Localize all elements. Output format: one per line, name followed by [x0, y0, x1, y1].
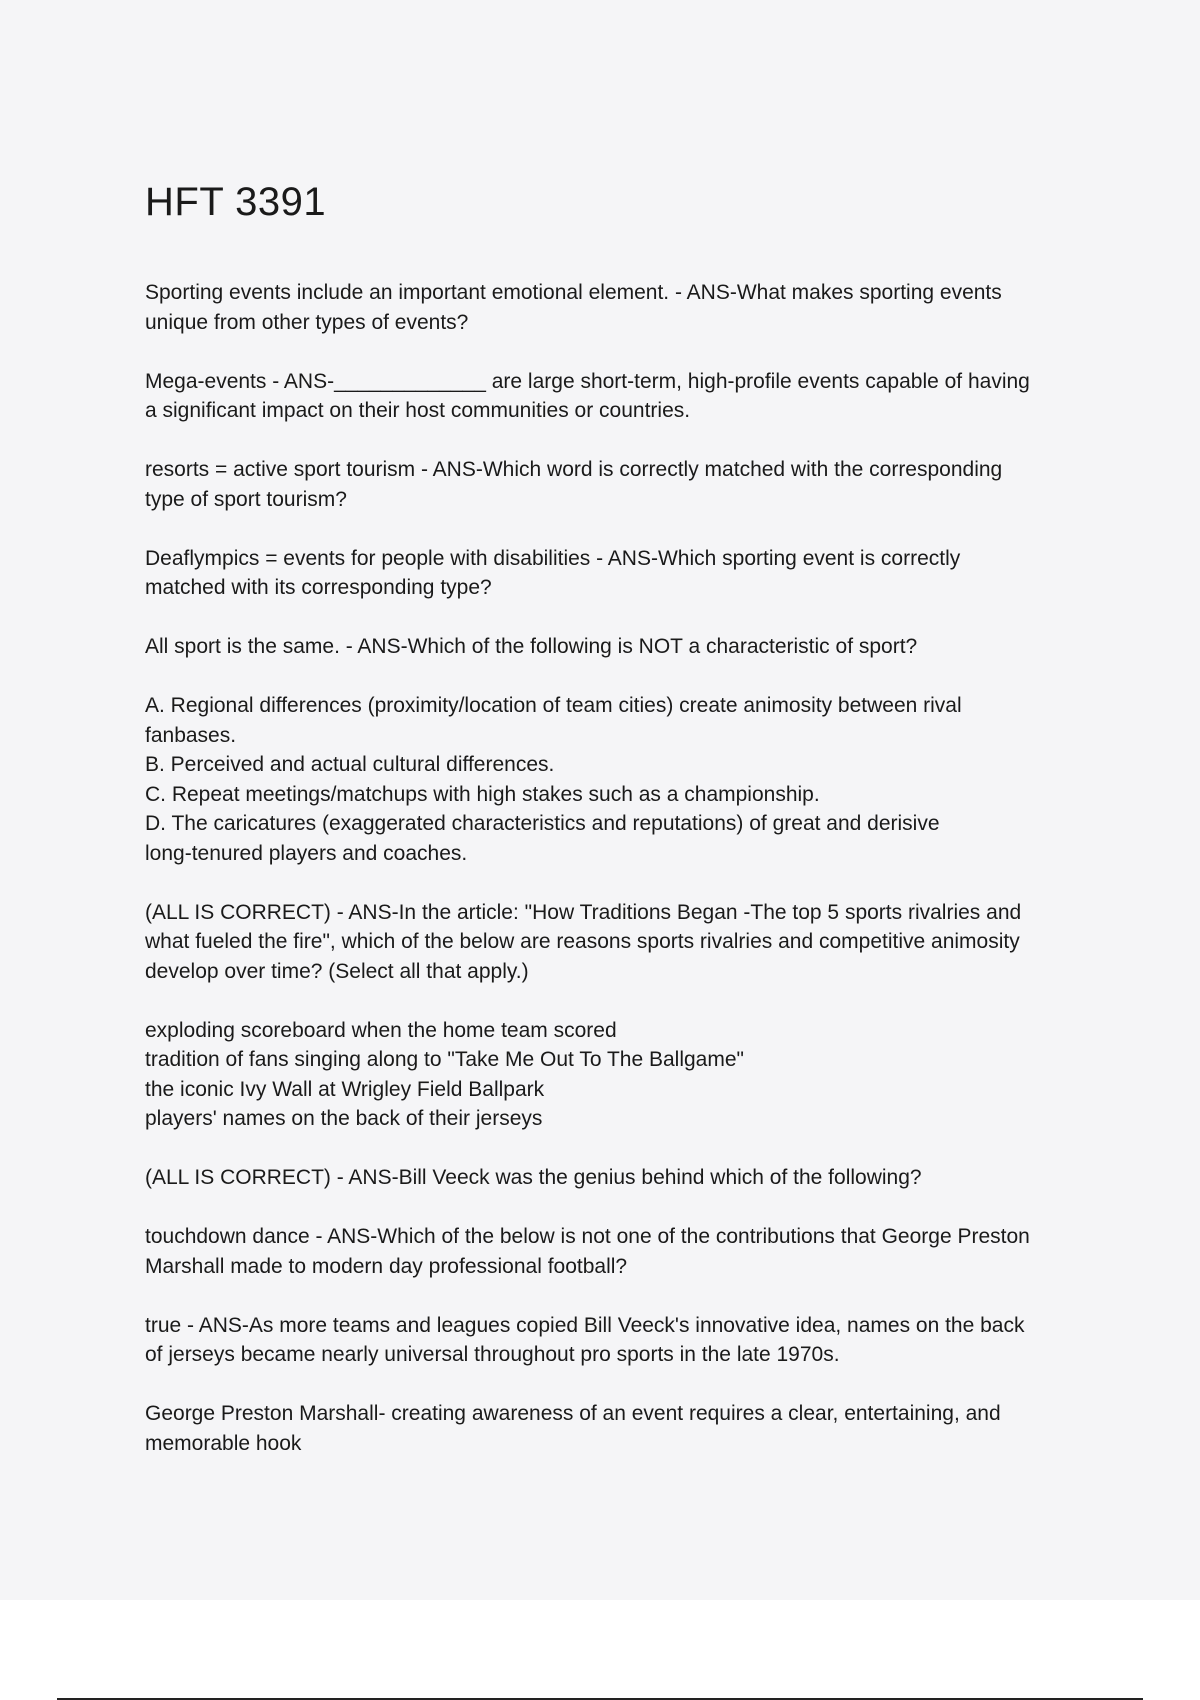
qa-block	[145, 898, 1085, 987]
qa-line: A. Regional differences (proximity/location of team cities) create animosity between rival	[145, 694, 962, 717]
qa-line: matched with its corresponding type?	[145, 576, 492, 599]
qa-line: develop over time? (Select all that apply.)	[145, 959, 529, 983]
qa-line: players' names on the back of their jerseys	[145, 1107, 543, 1130]
qa-block	[145, 367, 1085, 426]
qa-line: the iconic Ivy Wall at Wrigley Field Ballpark	[145, 1077, 545, 1101]
qa-block	[145, 632, 1085, 662]
qa-line: (ALL IS CORRECT) - ANS-Bill Veeck was the genius behind which of the following?	[145, 1166, 922, 1189]
qa-line: a significant impact on their host communities or countries.	[145, 399, 691, 422]
qa-line: Marshall made to modern day professional football?	[145, 1254, 628, 1278]
qa-line: Sporting events include an important emotional element. - ANS-What makes sporting events	[145, 281, 1002, 304]
qa-line: Mega-events - ANS-_____________ are large short-term, high-profile events capable of having	[145, 369, 1030, 393]
document-title: HFT 3391	[145, 180, 327, 224]
qa-block	[145, 1016, 1085, 1134]
qa-line: C. Repeat meetings/matchups with high stakes such as a championship.	[145, 782, 820, 806]
qa-line: George Preston Marshall- creating awareness of an event requires a clear, entertaining, and	[145, 1402, 1001, 1425]
qa-line: (ALL IS CORRECT) - ANS-In the article: "How Traditions Began -The top 5 sports rivalries and	[145, 900, 1022, 924]
qa-line: Deaflympics = events for people with disabilities - ANS-Which sporting event is correctly	[145, 546, 961, 570]
qa-line: long-tenured players and coaches.	[145, 841, 468, 865]
qa-line: resorts = active sport tourism - ANS-Which word is correctly matched with the corresponding	[145, 458, 1003, 481]
qa-block	[145, 691, 1085, 868]
qa-line: memorable hook	[145, 1431, 302, 1455]
qa-line: exploding scoreboard when the home team scored	[145, 1018, 617, 1042]
qa-line: tradition of fans singing along to "Take Me Out To The Ballgame"	[145, 1048, 744, 1071]
qa-line: All sport is the same. - ANS-Which of the following is NOT a characteristic of sport?	[145, 635, 918, 658]
qa-block	[145, 455, 1085, 514]
qa-list	[145, 278, 1085, 1488]
qa-line: touchdown dance - ANS-Which of the below is not one of the contributions that George Preston	[145, 1225, 1030, 1248]
qa-line: true - ANS-As more teams and leagues copied Bill Veeck's innovative idea, names on the back	[145, 1313, 1025, 1337]
qa-block	[145, 1399, 1085, 1458]
qa-line: type of sport tourism?	[145, 487, 347, 511]
qa-block	[145, 544, 1085, 603]
qa-line: B. Perceived and actual cultural differences.	[145, 753, 555, 776]
qa-block	[145, 1222, 1085, 1281]
qa-block	[145, 278, 1085, 337]
qa-block	[145, 1311, 1085, 1370]
qa-line: what fueled the fire", which of the below are reasons sports rivalries and competitive animosity	[145, 930, 1020, 953]
qa-line: D. The caricatures (exaggerated characteristics and reputations) of great and derisive	[145, 812, 940, 835]
qa-line: fanbases.	[145, 723, 237, 747]
qa-block	[145, 1163, 1085, 1193]
qa-line: unique from other types of events?	[145, 310, 469, 334]
qa-line: of jerseys became nearly universal throughout pro sports in the late 1970s.	[145, 1343, 840, 1366]
